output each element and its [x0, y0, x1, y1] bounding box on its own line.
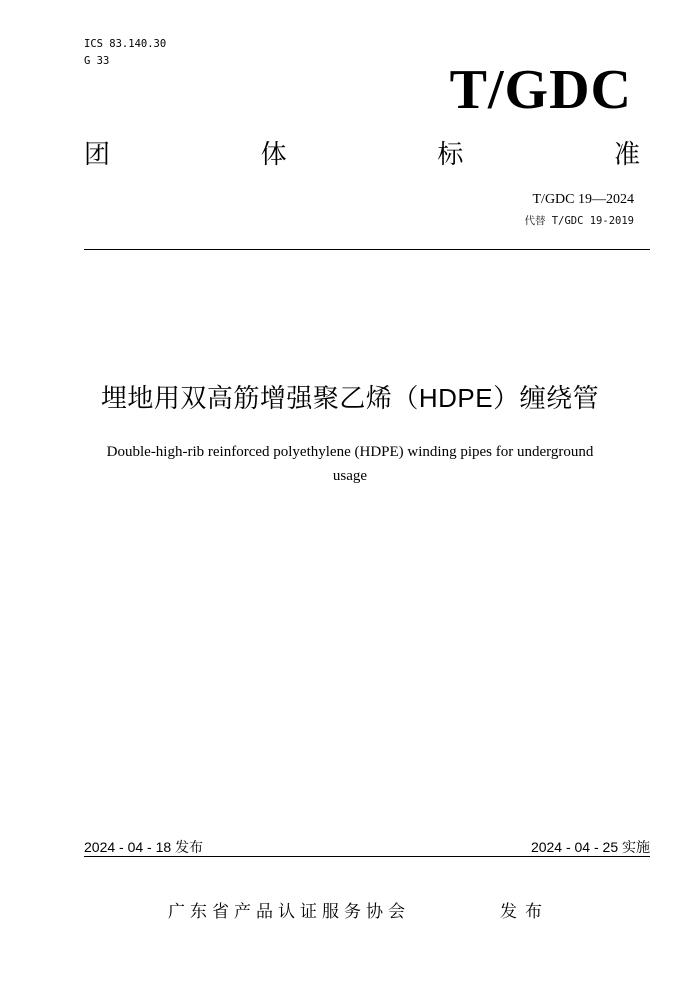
implementation-date: 2024 - 04 - 25 实施 — [530, 839, 650, 855]
standard-logo: T/GDC — [449, 59, 632, 121]
title-english-line: usage — [332, 468, 368, 484]
header-divider — [84, 249, 650, 250]
issuing-organization: 广东省产品认证服务协会 — [168, 902, 410, 921]
issue-verb: 发布 — [500, 902, 550, 921]
standard-type-heading — [84, 136, 640, 172]
standard-type-char: 团 — [84, 139, 111, 169]
standard-type-char: 准 — [613, 139, 640, 169]
ccs-code: G 33 — [84, 55, 110, 67]
replaces-standard: 代替 T/GDC 19-2019 — [524, 215, 634, 227]
title-chinese: 埋地用双高筋增强聚乙烯（HDPE）缠绕管 — [100, 383, 600, 413]
standard-type-char: 体 — [260, 139, 287, 169]
issue-date: 2024 - 04 - 18 发布 — [84, 839, 204, 855]
ics-code: ICS 83.140.30 — [84, 38, 167, 50]
title-english-line: Double-high-rib reinforced polyethylene (HDPE) winding pipes for underground — [106, 444, 594, 460]
standard-type-char: 标 — [437, 139, 464, 169]
standard-number: T/GDC 19—2024 — [532, 192, 634, 207]
title-english — [80, 440, 620, 488]
footer-divider — [84, 856, 650, 857]
